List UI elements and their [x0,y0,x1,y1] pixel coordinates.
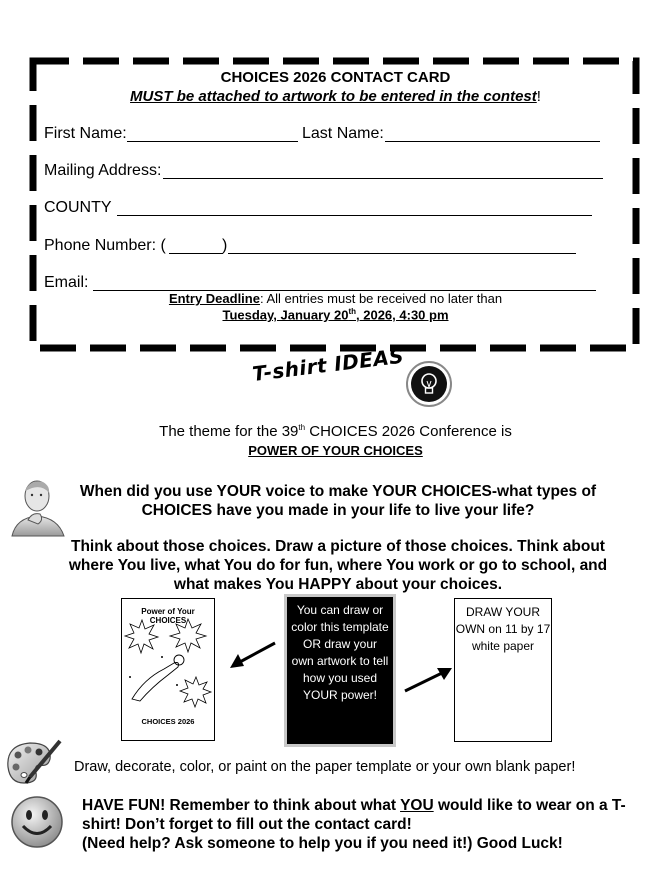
instruction-card [287,597,393,744]
email-field-label: Email: [44,274,89,291]
mailing-address-field[interactable] [163,178,603,179]
starburst-hand-illustration [122,617,214,717]
arrow-right-icon [402,665,454,695]
template-card-title: Power of Your CHOICES [141,607,195,625]
entry-deadline: Entry Deadline: All entries must be received no later than [168,291,503,306]
arrow-left-icon [228,640,278,670]
mailing-address-field-label: Mailing Address: [44,162,162,179]
question-think-about-choices: Think about those choices. Draw a picture of those choices. Think about where You live, what You do for fun, where You work or go to school, and what makes You HAPPY about your choices. [68,538,608,593]
county-field-label: COUNTY [44,199,112,216]
instruction-card-text: You can draw or color this template OR draw your own artwork to tell how you used YOUR power! [291,603,389,702]
contact-card-subtitle: MUST be attached to artwork to be entered in the contest! [130,88,541,105]
deadline-date: Tuesday, January 20th, 2026, 4:30 pm [222,307,449,323]
last-name-field[interactable] [385,141,600,142]
closing-message: HAVE FUN! Remember to think about what YOU would like to wear on a T-shirt! Don’t forget to fill out the contact card! (Need help? Ask someone to help you if you need it!) Good Luck! [82,797,626,852]
tshirt-ideas-heading: T-shirt IDEAS [251,343,406,386]
own-paper-card-text: DRAW YOUR OWN on 11 by 17 white paper [455,605,551,653]
phone-number-field[interactable] [228,253,576,254]
theme-statement: The theme for the 39th CHOICES 2026 Conference is [159,423,512,440]
paint-palette-icon [4,737,64,789]
template-card [121,598,215,741]
phone-field-label: Phone Number: ( [44,237,166,254]
theme-name: POWER OF YOUR CHOICES [248,443,423,458]
phone-area-code-field[interactable] [169,253,223,254]
smiley-face-icon [10,795,64,849]
template-card-footer: CHOICES 2026 [141,717,195,726]
first-name-field[interactable] [127,141,298,142]
contact-card-border [0,0,671,360]
draw-instruction: Draw, decorate, color, or paint on the paper template or your own blank paper! [74,759,576,775]
first-name-field-label: First Name: [44,125,127,142]
own-paper-card [454,598,552,742]
phone-close-paren: ) [222,237,228,254]
last-name-field-label: Last Name: [302,125,384,142]
question-voice-choices: When did you use YOUR voice to make YOUR CHOICES-what types of CHOICES have you made in your life to live your life? [79,483,597,519]
contact-card-title: CHOICES 2026 CONTACT CARD [220,69,451,86]
county-field[interactable] [117,215,592,216]
lightbulb-icon [405,360,453,408]
